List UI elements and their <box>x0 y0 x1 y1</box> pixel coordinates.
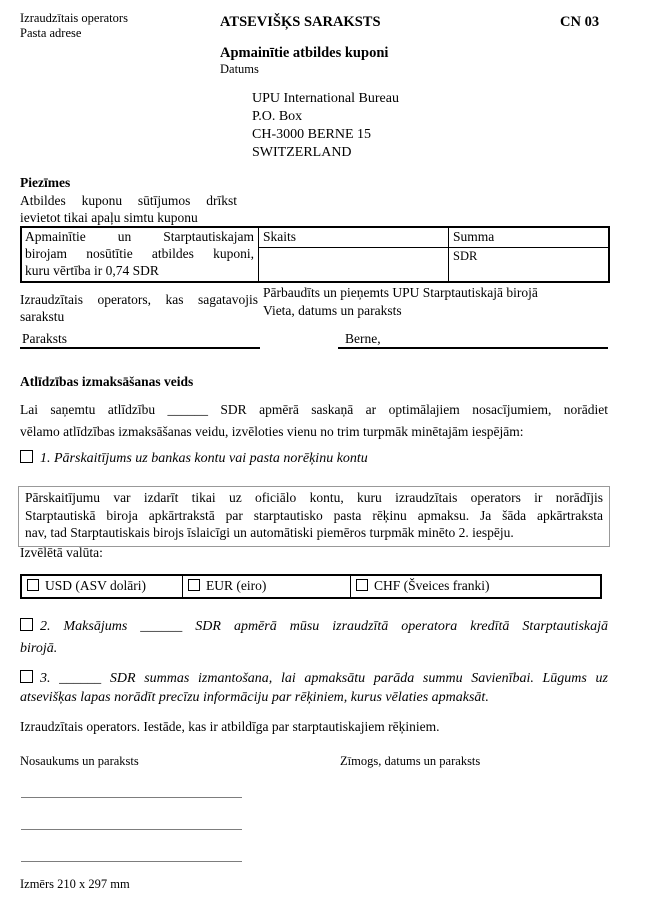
payment-method-title: Atlīdzības izmaksāšanas veids <box>20 374 194 389</box>
preparing-operator-line: sarakstu <box>20 309 65 324</box>
operator-label-block <box>20 11 128 40</box>
payment-intro-line: Lai saņemtu atlīdzību ______ SDR apmērā saskaņā ar optimālajiem nosacījumiem, norādiet <box>20 402 608 417</box>
signature-line <box>20 347 260 349</box>
option-2-line <box>20 616 608 638</box>
notes-text <box>20 192 237 226</box>
signature-line <box>21 797 242 798</box>
currency-table <box>20 574 602 599</box>
eur-label: EUR (eiro) <box>206 578 267 593</box>
place-value: Berne, <box>345 331 381 346</box>
option-3-checkbox-icon <box>20 670 33 683</box>
signature-line <box>21 829 242 830</box>
currency-cell-usd <box>22 576 182 597</box>
coupon-description-line: Apmainītie un Starptautiskajam <box>25 229 254 244</box>
notes-line: Atbildes kuponu sūtījumos drīkst <box>20 193 237 208</box>
quantity-header-cell: Skaits <box>258 228 448 248</box>
paper-size-note: Izmērs 210 x 297 mm <box>20 877 130 891</box>
chf-checkbox-icon <box>356 579 368 591</box>
preparing-operator-line: Izraudzītais operators, kas sagatavojis <box>20 292 258 307</box>
signature-label: Paraksts <box>22 331 67 346</box>
destination-address <box>252 90 399 162</box>
form-code: CN 03 <box>560 14 600 30</box>
designated-operator-label: Izraudzītais operators <box>20 11 128 25</box>
payment-intro-line: vēlamo atlīdzības izmaksāšanas veidu, izvēloties vienu no trim turpmāk minētajām iespējām: <box>20 423 524 439</box>
payment-option-2 <box>20 616 608 659</box>
option-3-line <box>20 669 608 688</box>
notes-title: Piezīmes <box>20 175 71 190</box>
verification-line: Pārbaudīts un pieņemts UPU Starptautiskajā birojā <box>263 285 538 300</box>
eur-checkbox-icon <box>188 579 200 591</box>
signature-line <box>21 861 242 862</box>
option-2-label: 2. Maksājums ______ SDR apmērā mūsu izraudzītā operatora kredītā Starptautiskajā <box>40 619 608 634</box>
transfer-notice-line: nav, tad Starptautiskais birojs īslaicīgi un automātiski piemēros turpmāk minēto 2. iespēju. <box>25 525 514 540</box>
stamp-date-signature-label: Zīmogs, datums un paraksts <box>340 754 481 768</box>
address-line: UPU International Bureau <box>252 91 399 106</box>
verification-block <box>263 284 609 319</box>
coupon-description-line: kuru vērtība ir 0,74 SDR <box>25 262 159 278</box>
currency-label: Izvēlētā valūta: <box>20 545 103 560</box>
address-line: CH-3000 BERNE 15 <box>252 127 371 142</box>
transfer-notice-line: Pārskaitījumu var izdarīt tikai uz oficiālo kontu, kuru izraudzītais operators ir norādījis <box>25 490 603 505</box>
postal-address-label: Pasta adrese <box>20 25 82 40</box>
currency-cell-chf <box>350 576 600 597</box>
sum-header-cell: Summa <box>448 228 608 248</box>
coupon-table <box>20 226 610 283</box>
responsible-authority-line: Izraudzītais operators. Iestāde, kas ir atbildīga par starptautiskajiem rēķiniem. <box>20 719 440 734</box>
option-1-label: 1. Pārskaitījums uz bankas kontu vai pasta norēķinu kontu <box>40 451 368 466</box>
coupon-description-line: birojam nosūtītie atbildes kuponi, <box>25 245 254 261</box>
option-2-checkbox-icon <box>20 618 33 631</box>
payment-intro <box>20 399 608 442</box>
payment-option-1 <box>20 450 608 467</box>
place-date-line <box>338 347 608 349</box>
payment-option-3 <box>20 669 608 707</box>
option-2-line: birojā. <box>20 640 58 656</box>
address-line: P.O. Box <box>252 109 303 124</box>
chf-label: CHF (Šveices franki) <box>374 578 490 593</box>
usd-checkbox-icon <box>27 579 39 591</box>
transfer-notice-box <box>18 486 610 547</box>
coupon-description-cell <box>22 228 258 281</box>
option-3-line: atsevišķas lapas norādīt precīzu informāciju par rēķiniem, kurus vēlaties apmaksāt. <box>20 690 489 705</box>
sum-unit-cell: SDR <box>448 248 608 281</box>
preparing-operator-block <box>20 291 258 325</box>
notes-line: ievietot tikai apaļu simtu kuponu <box>20 210 198 225</box>
option-3-label: 3. ______ SDR summas izmantošana, lai apmaksātu parāda summu Savienībai. Lūgums uz <box>40 671 608 686</box>
transfer-notice-line: Starptautiskā biroja apkārtrakstā par starptautisko pasta rēķinu apmaksu. Ja šāda apkārtraksta <box>25 507 603 523</box>
name-signature-label: Nosaukums un paraksts <box>20 754 139 768</box>
quantity-value-cell <box>258 248 448 281</box>
currency-cell-eur <box>182 576 350 597</box>
verification-line: Vieta, datums un paraksts <box>263 302 402 318</box>
form-subtitle: Apmainītie atbildes kuponi <box>220 45 389 61</box>
option-1-checkbox-icon <box>20 450 33 463</box>
address-line: SWITZERLAND <box>252 145 352 160</box>
usd-label: USD (ASV dolāri) <box>45 578 146 593</box>
date-label: Datums <box>220 62 259 76</box>
form-title: ATSEVIŠĶS SARAKSTS <box>220 14 381 30</box>
